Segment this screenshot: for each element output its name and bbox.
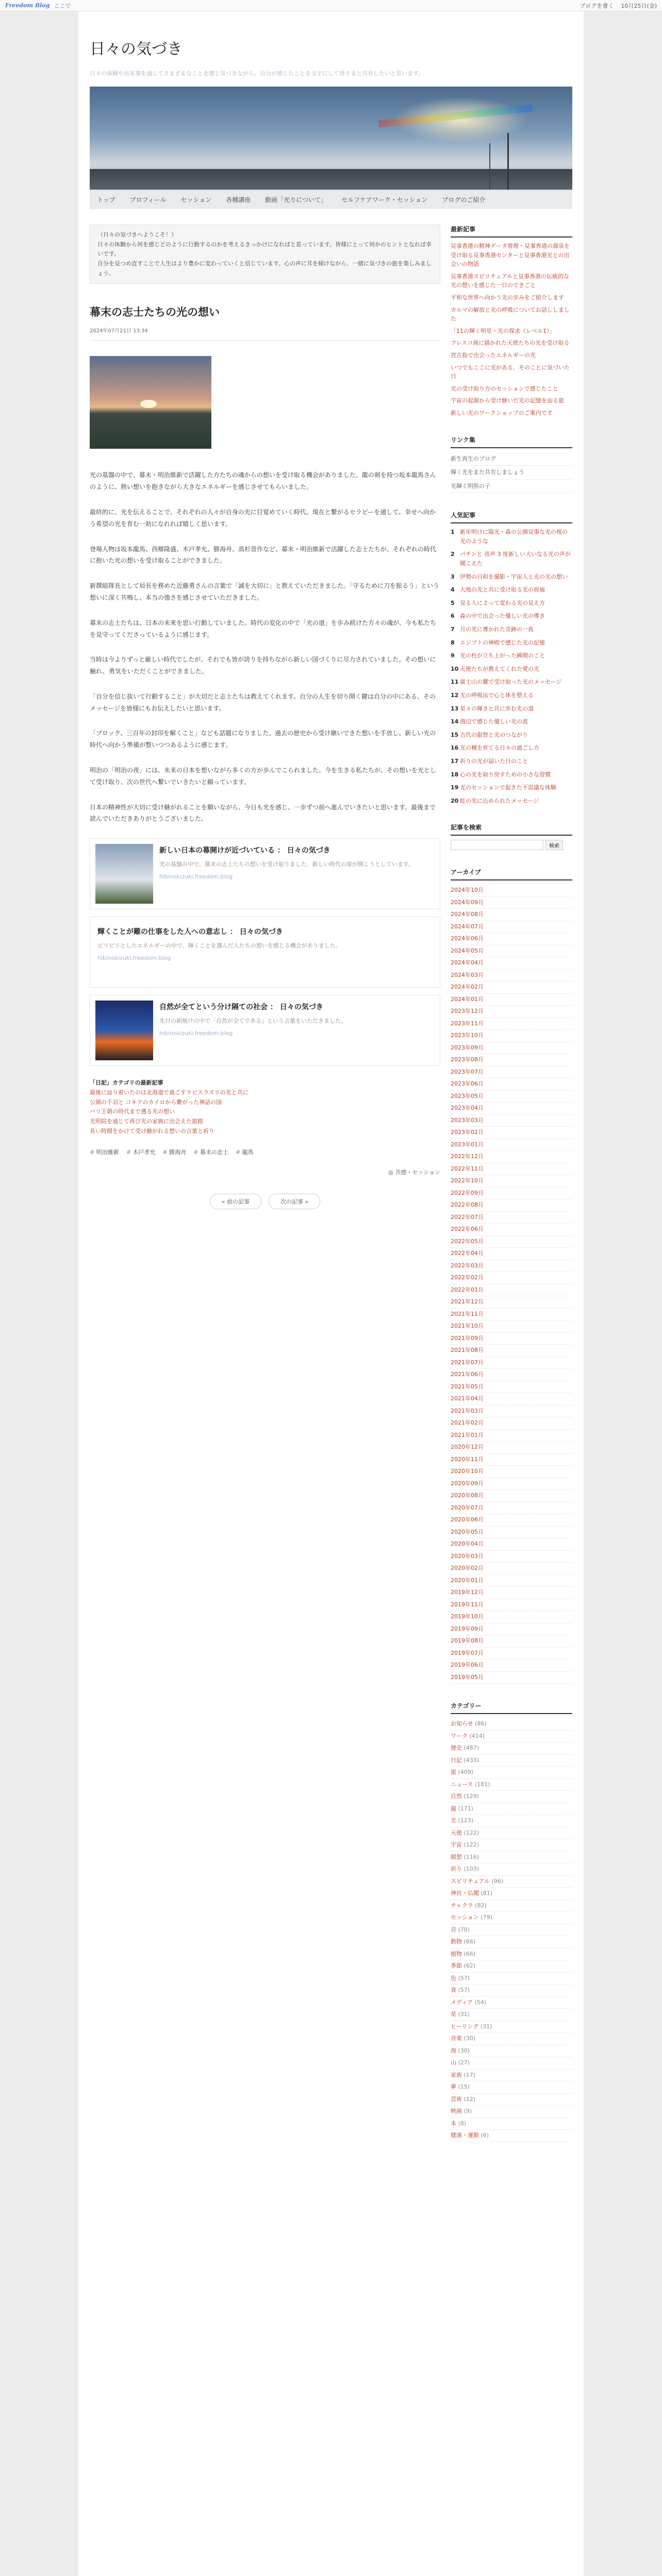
popular-post-link[interactable]: 天使たちが教えてくれた愛の光 [460, 665, 539, 672]
tag[interactable]: # 龍馬 [236, 1147, 254, 1158]
popular-item [451, 743, 572, 753]
widget-title: アーカイブ [451, 868, 572, 880]
share-icon[interactable]: ◎ [388, 1169, 393, 1176]
category-link[interactable]: 音 (70) [451, 1924, 572, 1937]
embed-thumbnail [95, 1001, 153, 1060]
category-link[interactable]: 季節 (62) [451, 1960, 572, 1973]
recent-post-link[interactable]: 「11の輝く明星・光の探求（レベル1）」 [451, 327, 555, 334]
widget-title: 人気記事 [451, 511, 572, 523]
category-link[interactable]: チャクラ (82) [451, 1900, 572, 1912]
category-link[interactable]: ヒーリング (31) [451, 2021, 572, 2033]
embed-source: hibinokizuki.freedom.blog [159, 873, 233, 880]
post-paragraph: 登場人物は坂本龍馬、西郷隆盛、木戸孝允、勝海舟、高杉晋作など、幕末・明治維新で活躍した志士たちが、それぞれの時代に抱いた光の想いを受け取ることができました。 [90, 545, 437, 565]
post-paragraph: 光の基盤の中で、幕末・明治維新で活躍した方たちの魂からの想いを受け取る機会がありました。龍の剣を持つ坂本龍馬さんのように、熱い想いを抱きながら大きなエネルギーを感じさせてもらいました。 [90, 471, 436, 491]
category-count: (66) [464, 1938, 476, 1945]
popular-rank: 12 [451, 692, 459, 699]
category-count: (116) [464, 1853, 479, 1860]
intro-box [90, 225, 440, 284]
category-link[interactable]: 山 (27) [451, 2057, 572, 2070]
nav-profile[interactable]: プロフィール [129, 196, 167, 204]
popular-item [451, 572, 572, 582]
category-count: (57) [458, 1974, 470, 1981]
popular-rank: 3 [451, 573, 455, 580]
global-nav [90, 190, 572, 209]
popular-post-link[interactable]: 伊勢の日和を撮影・宇宙人と光の光の想い [460, 573, 568, 580]
date-text: 10月25日(金) [621, 2, 657, 9]
archive-link[interactable]: 2023年05月 [451, 1091, 572, 1103]
category-link[interactable]: 自然 (129) [451, 1791, 572, 1803]
popular-post-link[interactable]: 星々の輝きと共に歩む光の道 [460, 705, 534, 712]
archive-link[interactable]: 2021年11月 [451, 1309, 572, 1321]
archive-link[interactable]: 2023年04月 [451, 1103, 572, 1115]
popular-rank: 2 [451, 551, 455, 558]
category-link[interactable]: メディア (54) [451, 1997, 572, 2009]
archive-link[interactable]: 2020年06月 [451, 1514, 572, 1527]
tag[interactable]: # 木戸孝允 [126, 1147, 156, 1158]
popular-rank: 20 [451, 797, 459, 804]
popular-posts-widget [451, 511, 572, 805]
service-logo[interactable]: Freedom Blog [5, 2, 50, 9]
archive-link[interactable]: 2022年03月 [451, 1260, 572, 1273]
category-link[interactable]: 日記 (433) [451, 1755, 572, 1767]
popular-post-link[interactable]: 光のセッションで起きた不思議な体験 [460, 784, 556, 791]
archive-link[interactable]: 2022年11月 [451, 1163, 572, 1176]
popular-item [451, 625, 572, 634]
top-bar-link[interactable]: ここで [54, 2, 71, 9]
category-link[interactable]: セッション (79) [451, 1912, 572, 1924]
category-link[interactable]: スピリチュアル (96) [451, 1876, 572, 1888]
category-count: (414) [469, 1732, 485, 1739]
archive-link[interactable]: 2023年07月 [451, 1066, 572, 1079]
category-link[interactable]: 健康・運動 (6) [451, 2130, 572, 2142]
category-count: (79) [481, 1914, 492, 1921]
popular-item [451, 783, 572, 792]
post-paragraph: 日本の精神性が大切に受け継がれることを願いながら、今日も光を感じ、一歩ずつ前へ進んでいきたいと思います。最後まで読んでいただきありがとうございました。 [90, 803, 436, 823]
popular-rank: 19 [451, 784, 459, 791]
category-count: (123) [458, 1817, 474, 1824]
links-widget [451, 435, 572, 494]
popular-item [451, 612, 572, 621]
category-count: (433) [464, 1756, 479, 1764]
popular-post-link[interactable]: 新年明けに陽光・森の公園見事な光の桜の光のような [460, 529, 568, 545]
archive-link[interactable]: 2024年01月 [451, 994, 572, 1006]
archive-link[interactable]: 2021年01月 [451, 1430, 572, 1442]
archive-link[interactable]: 2019年11月 [451, 1599, 572, 1612]
archive-link[interactable]: 2022年02月 [451, 1272, 572, 1284]
embed-card[interactable] [90, 917, 440, 988]
embed-thumbnail [95, 844, 153, 904]
top-bar [0, 0, 662, 11]
archive-link[interactable]: 2021年02月 [451, 1417, 572, 1430]
popular-item [451, 731, 572, 740]
archive-link[interactable]: 2020年01月 [451, 1575, 572, 1587]
category-count: (82) [475, 1902, 487, 1909]
recent-post-link[interactable]: 新しい光のワークショップのご案内です [451, 409, 553, 416]
category-count: (8) [458, 2120, 467, 2127]
popular-rank: 15 [451, 731, 459, 738]
popular-rank: 10 [451, 665, 459, 672]
popular-post-link[interactable]: 光の柱が立ち上がった瞬間のこと [460, 652, 545, 659]
category-count: (62) [464, 1962, 476, 1970]
popular-item [451, 691, 572, 700]
category-latest-link[interactable]: バリ王朝の時代まで遡る光の想い [90, 1108, 175, 1115]
post-paragraph: 「ブロック、三百年の封印を解くこと」なども話題になりました。過去の歴史から受け継いできた想いを手放し、新しい光の時代へ向かう準備が整いつつあるように感じます。 [90, 730, 436, 749]
archive-link[interactable]: 2023年01月 [451, 1139, 572, 1151]
popular-rank: 17 [451, 757, 459, 765]
prev-post-button[interactable]: « 前の記事 [210, 1194, 261, 1209]
category-count: (70) [458, 1926, 470, 1933]
popular-rank: 8 [451, 639, 455, 646]
category-count: (27) [458, 2059, 470, 2066]
next-post-button[interactable]: 次の記事 » [269, 1194, 320, 1209]
popular-item [451, 665, 572, 674]
write-blog-link[interactable]: ブログを書く [580, 2, 614, 9]
archive-link[interactable]: 2021年12月 [451, 1296, 572, 1309]
popular-item [451, 550, 572, 568]
archive-link[interactable]: 2022年12月 [451, 1151, 572, 1163]
post-image[interactable] [90, 356, 211, 449]
archive-link[interactable]: 2024年02月 [451, 981, 572, 994]
recent-post-link[interactable]: 宮古島で出会ったエネルギーの光 [451, 351, 536, 359]
archive-link[interactable]: 2023年03月 [451, 1115, 572, 1127]
archive-link[interactable]: 2024年03月 [451, 970, 572, 982]
embed-description: 光の基盤の中で、幕末の志士たちの想いを受け取りました。新しい時代の扉が開こうとしています。 [159, 860, 414, 868]
archive-link[interactable]: 2020年02月 [451, 1563, 572, 1575]
category-count: (15) [458, 2083, 470, 2091]
category-link[interactable]: 家族 (17) [451, 2070, 572, 2082]
popular-post-link[interactable]: 光の種を育てる日々の過ごし方 [460, 744, 539, 752]
popular-post-link[interactable]: 虹の光に込められたメッセージ [460, 797, 539, 804]
popular-rank: 9 [451, 652, 455, 659]
archive-link[interactable]: 2019年08月 [451, 1635, 572, 1648]
embed-source: hibinokizuki.freedom.blog [159, 1030, 233, 1037]
popular-item [451, 704, 572, 714]
popular-rank: 16 [451, 744, 459, 752]
archive-link[interactable]: 2020年03月 [451, 1551, 572, 1563]
archive-link[interactable]: 2022年09月 [451, 1188, 572, 1200]
category-link[interactable]: 神社・仏閣 (81) [451, 1888, 572, 1900]
category-count: (86) [475, 1720, 487, 1727]
nav-top[interactable]: トップ [97, 196, 115, 204]
archive-link[interactable]: 2023年02月 [451, 1127, 572, 1139]
popular-post-link[interactable]: 祈りの光が届いた日のこと [460, 757, 528, 765]
category-latest-link[interactable]: 長い時間をかけて受け継がれる想いの言葉と祈り [90, 1127, 214, 1134]
category-count: (30) [464, 2035, 476, 2042]
category-count: (171) [458, 1805, 474, 1812]
blog-description: 日々の体験や出来事を通してさまざまなことを感じ気づきながら、自分が感じたことを文字にして皆さまと共有したいと思います。 [90, 70, 424, 77]
post-paragraph: 幕末の志士たちは、日本の未来を思い行動していました。時代の変化の中で「光の道」を歩み続けた方々の魂が、今も私たちを見守ってくださっているように感じます。 [90, 619, 437, 638]
embed-card[interactable] [90, 838, 440, 909]
popular-item [451, 796, 572, 806]
popular-item [451, 677, 572, 687]
archive-link[interactable]: 2024年07月 [451, 921, 572, 934]
nav-blog-intro[interactable]: ブログのご紹介 [442, 196, 486, 204]
category-count: (9) [464, 2108, 472, 2115]
embed-title[interactable]: 新しい日本の幕開けが近づいている ： 日々の気づき [159, 846, 330, 855]
archive-link[interactable]: 2021年07月 [451, 1357, 572, 1369]
link-item[interactable]: 新生再生のブログ [451, 452, 572, 466]
popular-item [451, 599, 572, 608]
popular-item [451, 528, 572, 546]
recent-post-link[interactable]: 見事香港の精神データ管理・見事香港の源泉を受け取る見事香港センターと見事香港光との出会いの物語 [451, 243, 570, 268]
share-area [90, 1167, 440, 1178]
post-paragraph: 明治の「明治の夜」には、未来の日本を想いながら多くの方が歩んでこられました。今を生きる私たちが、その想いを光として受け取り、次の世代へ繋いでいきたいと願っています。 [90, 767, 437, 786]
category-link[interactable]: 祈り (103) [451, 1863, 572, 1876]
category-count: (57) [458, 1987, 470, 1994]
category-link[interactable]: 夢 (15) [451, 2081, 572, 2094]
category-count: (487) [464, 1744, 479, 1752]
category-link[interactable]: ニュース (181) [451, 1779, 572, 1791]
popular-rank: 13 [451, 705, 459, 712]
post-paragraph: 新撰組隊長として局長を務めた近藤勇さんの言葉で「誠を大切に」と教えていただきました。「守るために刀を振るう」という想いに深く共鳴し、本当の強さを感じさせていただきました。 [90, 582, 440, 601]
popular-item [451, 638, 572, 648]
nav-courses[interactable]: 各種講座 [226, 196, 251, 204]
popular-item [451, 651, 572, 660]
popular-post-link[interactable]: 月の光に導かれた奇跡の一夜 [460, 626, 534, 633]
category-link[interactable]: 映画 (9) [451, 2106, 572, 2118]
category-count: (81) [481, 1890, 493, 1897]
archive-link[interactable]: 2022年05月 [451, 1236, 572, 1248]
category-link[interactable]: 動物 (66) [451, 1936, 572, 1948]
popular-post-link[interactable]: 大地の光と共に受け取る光の祝福 [460, 586, 545, 594]
recent-post-link[interactable]: フレスコ画に描かれた天使たちの光を受け取る [451, 340, 570, 347]
category-link[interactable]: お知らせ (86) [451, 1718, 572, 1731]
post-paragraph: 当時は今よりずっと厳しい時代でしたが、それでも皆が誇りを持ちながら新しい国づくりに尽力されていました。その想いに触れ、勇気をいただくことができました。 [90, 656, 436, 675]
nav-video[interactable]: 動画「光りについて」 [265, 196, 327, 204]
archive-link[interactable]: 2021年05月 [451, 1381, 572, 1394]
widget-title: リンク集 [451, 435, 572, 448]
embed-description: ピリピリとしたエネルギーの中で、輝くことを選んだ人たちの想いを感じる機会がありました。 [97, 942, 341, 949]
category-count: (96) [491, 1877, 504, 1885]
embed-source: hibinokizuki.freedom.blog [97, 955, 171, 962]
category-link[interactable]: ワーク (414) [451, 1731, 572, 1743]
archive-link[interactable]: 2020年09月 [451, 1478, 572, 1490]
category-latest-link[interactable]: 公園の千羽と コキアのカイロから繋がった神話の国 [90, 1098, 222, 1106]
category-count: (17) [464, 2071, 476, 2078]
archive-link[interactable]: 2019年06月 [451, 1659, 572, 1672]
archive-link[interactable]: 2020年07月 [451, 1502, 572, 1515]
category-count: (409) [458, 1769, 474, 1776]
archive-link[interactable]: 2021年09月 [451, 1333, 572, 1345]
archive-link[interactable]: 2020年05月 [451, 1527, 572, 1539]
header-image [90, 87, 572, 190]
category-count: (30) [458, 2047, 470, 2054]
recent-post-link[interactable]: 宇宙の起源から受け継いだ光の記憶を辿る旅 [451, 397, 564, 404]
popular-post-link[interactable]: 海辺で感じた優しい光の波 [460, 718, 528, 725]
category-count: (31) [458, 2011, 470, 2018]
popular-rank: 7 [451, 626, 455, 633]
recent-post-link[interactable]: 見事香港スピリチュアルと見事香港の伝統的な光の想いを感じた一日のできごと [451, 273, 570, 289]
popular-post-link[interactable]: 光の呼吸法で心と体を整える [460, 692, 534, 699]
widget-title: 記事を検索 [451, 823, 572, 836]
archive-link[interactable]: 2022年06月 [451, 1224, 572, 1236]
widget-title: 最新記事 [451, 225, 572, 238]
link-item[interactable]: 輝く光をまた共有しましょう [451, 466, 572, 480]
archive-link[interactable]: 2019年09月 [451, 1623, 572, 1636]
archive-link[interactable]: 2024年10月 [451, 885, 572, 897]
archive-link[interactable]: 2019年10月 [451, 1611, 572, 1623]
category-link[interactable]: 龍 (171) [451, 1803, 572, 1816]
search-widget [451, 823, 572, 850]
category-link[interactable]: 植物 (66) [451, 1948, 572, 1961]
category-count: (54) [474, 1998, 487, 2006]
popular-rank: 5 [451, 599, 455, 606]
popular-item [451, 770, 572, 779]
popular-rank: 18 [451, 771, 459, 778]
popular-rank: 14 [451, 718, 459, 725]
post-title[interactable]: 幕末の志士たちの光の想い [90, 306, 220, 319]
category-count: (6) [481, 2132, 489, 2139]
post-date: 2024年07月21日 13:34 [90, 326, 440, 341]
popular-post-link[interactable]: エジプトの神殿で感じた光の記憶 [460, 639, 545, 646]
archive-link[interactable]: 2023年11月 [451, 1018, 572, 1030]
recent-post-link[interactable]: カルマの解放と光の呼吸についてお話ししました [451, 306, 570, 323]
nav-session[interactable]: セッション [180, 196, 212, 204]
category-link[interactable]: 芸術 (12) [451, 2094, 572, 2106]
archive-link[interactable]: 2021年10月 [451, 1320, 572, 1333]
category-latest-title: 「日記」カテゴリの最新記事 [90, 1079, 163, 1087]
pager [90, 1194, 440, 1209]
popular-rank: 11 [451, 679, 459, 686]
embed-card[interactable] [90, 995, 440, 1066]
category-link[interactable]: 瞑想 (116) [451, 1852, 572, 1864]
category-link[interactable]: 食 (57) [451, 1985, 572, 1997]
archive-link[interactable]: 2022年07月 [451, 1212, 572, 1224]
blog-title[interactable]: 日々の気づき [90, 40, 183, 58]
recent-post-link[interactable]: 光の受け取り方のセッションで感じたこと [451, 385, 558, 392]
archive-link[interactable]: 2021年03月 [451, 1405, 572, 1418]
archive-link[interactable]: 2020年04月 [451, 1538, 572, 1551]
top-bar-right [580, 2, 657, 10]
search-input[interactable] [451, 840, 543, 850]
popular-item [451, 585, 572, 595]
category-count: (129) [464, 1793, 479, 1800]
archive-link[interactable]: 2023年10月 [451, 1030, 572, 1042]
category-count: (181) [474, 1781, 490, 1788]
post-paragraph: 最終的に、光を伝えることで、それぞれの人々が自身の光に目覚めていく時代。現在と繋がるセラピーを通して、幸せへ向かう希望の光を育む一助になれれば嬉しく思います。 [90, 508, 436, 528]
popular-rank: 4 [451, 586, 455, 594]
category-link[interactable]: 歴史 (487) [451, 1742, 572, 1755]
page-container [78, 11, 584, 2576]
archive-link[interactable]: 2024年06月 [451, 933, 572, 945]
tag[interactable]: # 幕末の志士 [193, 1147, 228, 1158]
archive-link[interactable]: 2019年07月 [451, 1648, 572, 1660]
category-count: (122) [464, 1829, 479, 1836]
category-link[interactable]: 本 (8) [451, 2118, 572, 2130]
popular-post-link[interactable]: パチンと 音声 3 度新しい大いなる光の声が聞こえた [460, 551, 571, 567]
archive-link[interactable]: 2024年09月 [451, 897, 572, 909]
category-link[interactable]: 旅 (409) [451, 1767, 572, 1779]
sidebar [451, 225, 572, 2160]
archive-link[interactable]: 2023年08月 [451, 1054, 572, 1066]
recent-post-link[interactable]: いつでもここに光がある、そのことに気づいた日 [451, 364, 570, 380]
category-latest-link[interactable]: 光明院を通じて再び光の家族に出会えた旅路 [90, 1118, 203, 1125]
archive-link[interactable]: 2022年10月 [451, 1175, 572, 1188]
category-count: (103) [464, 1866, 479, 1873]
popular-item [451, 757, 572, 766]
embed-title[interactable]: 輝くことが難の仕事をした人への意志し ： 日々の気づき [97, 928, 283, 937]
tag[interactable]: # 勝海舟 [162, 1147, 186, 1158]
link-item[interactable]: 光輝く明照の子 [451, 480, 572, 494]
category-link[interactable]: 光 (123) [451, 1815, 572, 1827]
category-latest-link[interactable]: 最後に辿り着いたのは北海道で過ごすラピスラズリの光と共に [90, 1089, 249, 1096]
archive-link[interactable]: 2023年09月 [451, 1042, 572, 1055]
archive-link[interactable]: 2024年04月 [451, 957, 572, 970]
widget-title: カテゴリー [451, 1701, 572, 1714]
popular-post-link[interactable]: 見る人によって変わる光の見え方 [460, 599, 545, 606]
archive-link[interactable]: 2023年12月 [451, 1006, 572, 1018]
category-link[interactable]: 海 (30) [451, 2045, 572, 2058]
embed-description: 先日の朝焼けの中で「自然が全てである」という言葉をいただきました。 [159, 1017, 346, 1024]
archive-link[interactable]: 2021年06月 [451, 1369, 572, 1381]
recent-post-link[interactable]: 平和な世界へ向かう光の歩みをご紹介します [451, 294, 564, 301]
tag[interactable]: # 明治維新 [90, 1147, 119, 1158]
category-count: (122) [464, 1841, 479, 1849]
category-latest [90, 1078, 440, 1136]
archive-widget [451, 868, 572, 1684]
embed-title[interactable]: 自然が全てという分け隔ての社会 ： 日々の気づき [159, 1003, 323, 1012]
archive-link[interactable]: 2022年01月 [451, 1284, 572, 1297]
category-count: (12) [464, 2095, 476, 2103]
archive-link[interactable]: 2022年08月 [451, 1199, 572, 1212]
popular-rank: 6 [451, 613, 455, 620]
archive-link[interactable]: 2020年10月 [451, 1466, 572, 1478]
archive-link[interactable]: 2019年12月 [451, 1587, 572, 1599]
popular-post-link[interactable]: 古代の叡智と光のつながり [460, 731, 528, 738]
post-paragraph: 「自分を信じ抜いて行動すること」が大切だと志士たちは教えてくれます。自分の人生を切り開く鍵は自分の中にある、そのメッセージを皆様にもお伝えしたいと思います。 [90, 692, 436, 712]
intro-text: （日々の気づきへようこそ！） 日々の体験から何を感じどのように行動するのかを考えるきっかけになればと思っています。皆様にとって何かのヒントとなれば幸いです。 自分を見つめ直すことで人生はより豊かに変わっていくと信じています。心の声に耳を傾けながら、一緒に気づきの旅を楽しみましょう。 [97, 231, 432, 277]
archive-link[interactable]: 2020年11月 [451, 1454, 572, 1466]
category-link[interactable]: 音楽 (30) [451, 2033, 572, 2045]
recent-posts-widget [451, 225, 572, 418]
archive-link[interactable]: 2023年06月 [451, 1078, 572, 1091]
main-column [90, 225, 440, 2160]
archive-link[interactable]: 2021年08月 [451, 1345, 572, 1357]
search-button[interactable]: 検索 [545, 840, 563, 850]
archive-link[interactable]: 2024年08月 [451, 909, 572, 921]
nav-selfcare[interactable]: セルフケアワーク・セッション [341, 196, 428, 204]
archive-link[interactable]: 2020年08月 [451, 1490, 572, 1502]
category-widget [451, 1701, 572, 2142]
popular-item [451, 717, 572, 726]
category-link[interactable]: 宇宙 (122) [451, 1839, 572, 1852]
archive-link[interactable]: 2022年04月 [451, 1248, 572, 1260]
category-link[interactable]: 星 (31) [451, 2009, 572, 2021]
category-count: (66) [464, 1950, 476, 1957]
archive-link[interactable]: 2019年05月 [451, 1672, 572, 1684]
category-link[interactable]: 色 (57) [451, 1973, 572, 1985]
popular-post-link[interactable]: 森の中で出会った優しい光の導き [460, 613, 545, 620]
popular-post-link[interactable]: 心の光を取り戻すための小さな習慣 [460, 771, 551, 778]
archive-link[interactable]: 2020年12月 [451, 1442, 572, 1454]
tag-list [90, 1147, 440, 1158]
archive-link[interactable]: 2024年05月 [451, 945, 572, 958]
popular-post-link[interactable]: 富士山の麓で受け取った光のメッセージ [460, 679, 562, 686]
category-count: (31) [480, 2023, 492, 2030]
archive-link[interactable]: 2021年04月 [451, 1393, 572, 1405]
category-link[interactable]: 天使 (122) [451, 1827, 572, 1840]
popular-rank: 1 [451, 529, 455, 536]
share-label[interactable]: 共感・セッション [395, 1169, 440, 1176]
